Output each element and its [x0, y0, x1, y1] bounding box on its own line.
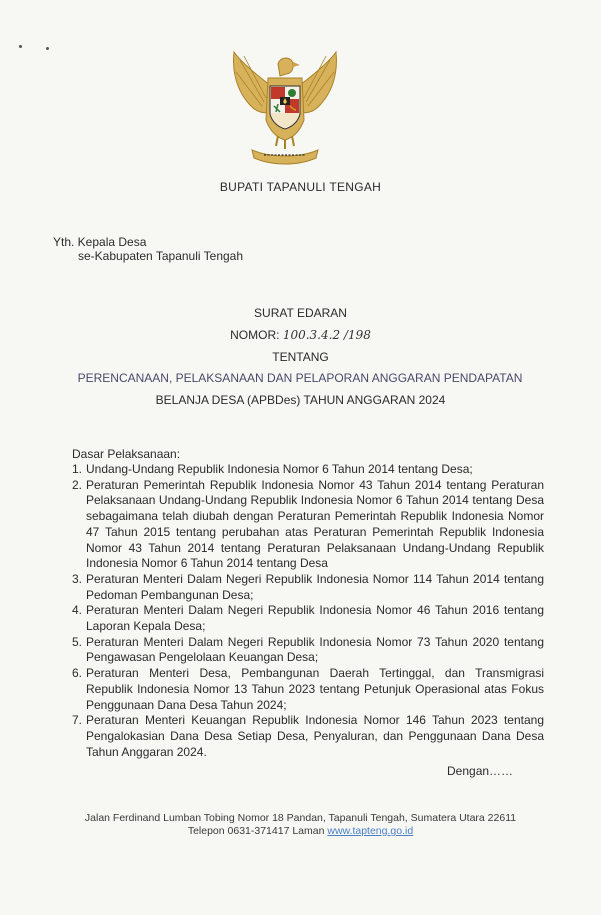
handwritten-number: 100.3.4.2 /198: [282, 328, 371, 342]
footer-website-link[interactable]: www.tapteng.go.id: [327, 825, 414, 837]
speck: [19, 45, 22, 48]
list-item: 3. Peraturan Menteri Dalam Negeri Republik Indonesia Nomor 114 Tahun 2014 tentang Pedoman Pembangunan Desa;: [72, 571, 544, 602]
basis-heading: Dasar Pelaksanaan:: [72, 447, 181, 461]
speck: [46, 47, 49, 50]
about-heading: TENTANG: [272, 350, 329, 364]
list-item: 6. Peraturan Menteri Desa, Pembangunan Daerah Tertinggal, dan Transmigrasi Republik Indonesia Nomor 13 Tahun 2023 tentang Petunjuk Operasional atas Fokus Penggunaan Dana Desa Tahun 2024;: [72, 666, 544, 712]
issuing-office: BUPATI TAPANULI TENGAH: [219, 180, 382, 194]
subject-line-1: PERENCANAAN, PELAKSANAAN DAN PELAPORAN ANGGARAN PENDAPATAN: [77, 371, 523, 385]
footer-contact: [0, 825, 601, 837]
list-item: 7. Peraturan Menteri Keuangan Republik Indonesia Nomor 146 Tahun 2023 tentang Pengalokasian Dana Desa Setiap Desa, Penyaluran, dan Penggunaan Dana Desa Tahun Anggaran 2024.: [72, 713, 544, 759]
footer-phone: Telepon 0631-371417 Laman: [187, 825, 325, 837]
recipient-line-2: se-Kabupaten Tapanuli Tengah: [78, 249, 244, 263]
document-type: SURAT EDARAN: [254, 306, 347, 320]
list-item: 1. Undang-Undang Republik Indonesia Nomor 6 Tahun 2014 tentang Desa;: [72, 462, 473, 476]
number-label: NOMOR:: [230, 328, 280, 342]
list-item: 2. Peraturan Pemerintah Republik Indonesia Nomor 43 Tahun 2014 tentang Peraturan Pelaksanaan Undang-Undang Republik Indonesia Nomor 6 Tahun 2014 tentang Desa sebagaimana telah diubah dengan Peraturan Pemerintah Republik Indonesia Nomor 47 Tahun 2015 tentang perubahan atas Peraturan Pemerintah Republik Indonesia Nomor 43 Tahun 2014 tentang Peraturan Pelaksanaan Undang-Undang Republik Indonesia Nomor 6 Tahun 2014 tentang Desa: [72, 477, 544, 571]
closing-continuation: Dengan……: [447, 764, 514, 778]
subject-line-2: BELANJA DESA (APBDes) TAHUN ANGGARAN 2024: [155, 393, 446, 407]
basis-list: [72, 462, 544, 760]
footer-address: Jalan Ferdinand Lumban Tobing Nomor 18 Pandan, Tapanuli Tengah, Sumatera Utara 22611: [84, 812, 517, 824]
recipient-line-1: Yth. Kepala Desa: [53, 235, 147, 249]
garuda-pancasila-emblem-icon: [230, 50, 340, 170]
list-item: 5. Peraturan Menteri Dalam Negeri Republik Indonesia Nomor 73 Tahun 2020 tentang Pengawasan Pengelolaan Keuangan Desa;: [72, 634, 544, 665]
document-number: [0, 328, 601, 342]
list-item: 4. Peraturan Menteri Dalam Negeri Republik Indonesia Nomor 46 Tahun 2016 tentang Laporan Kepala Desa;: [72, 603, 544, 634]
